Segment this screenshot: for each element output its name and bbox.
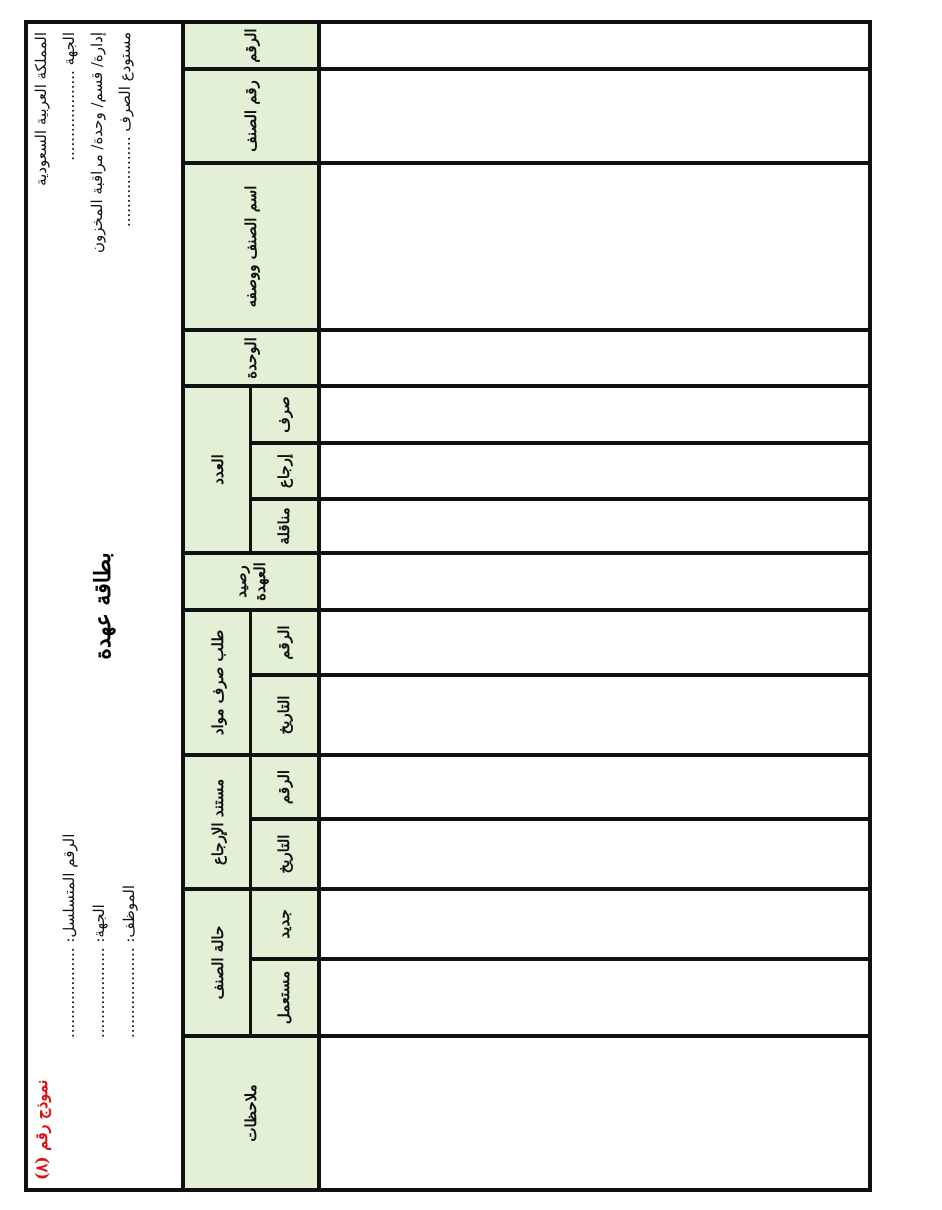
body-cell-number[interactable] (321, 24, 868, 71)
page-title: بطاقة عهدة (90, 552, 116, 660)
return-subheader-divider (249, 757, 252, 891)
col-return-date: التاريخ (251, 821, 317, 891)
department-label: إدارة/ قسم/ وحدة/ مراقبة المخزون (88, 32, 106, 253)
serial-label: الرقم المتسلسل: (60, 833, 78, 943)
condition-subheader-divider (249, 891, 252, 1038)
side-entity-label: الجهة: (90, 904, 108, 943)
body-cell-custody-balance[interactable] (321, 555, 868, 612)
body-cell-condition-used[interactable] (321, 961, 868, 1038)
body-cell-return-date[interactable] (321, 821, 868, 891)
serial-line (60, 834, 78, 1038)
col-condition-used: مستعمل (251, 961, 317, 1038)
col-request-header: طلب صرف مواد (185, 612, 251, 757)
col-count-return: إرجاع (251, 445, 317, 501)
custody-table (181, 24, 868, 1188)
col-custody-balance-header: رصيد العهدة (185, 555, 317, 612)
col-number-header: الرقم (185, 24, 317, 71)
warehouse-dots: ................... (116, 136, 134, 228)
count-subheader-divider (249, 388, 252, 555)
body-cell-item-name[interactable] (321, 165, 868, 332)
col-notes-header: ملاحظات (185, 1038, 317, 1188)
employee-line (120, 885, 138, 1038)
form-header (28, 24, 181, 1188)
employee-dots: ................... (120, 947, 138, 1038)
col-condition-new: جديد (251, 891, 317, 961)
body-cell-count-issue[interactable] (321, 388, 868, 445)
employee-label: الموظف: (120, 884, 138, 943)
body-cell-request-date[interactable] (321, 677, 868, 757)
kingdom-label: المملكة العربية السعودية (32, 32, 50, 186)
side-entity-dots: ................... (90, 947, 108, 1038)
col-request-date: التاريخ (251, 677, 317, 757)
body-cell-request-number[interactable] (321, 612, 868, 677)
body-cell-count-return[interactable] (321, 445, 868, 501)
warehouse-label: مستودع الصرف (116, 32, 134, 132)
form-number: نموذج رقم (٨) (32, 1079, 51, 1180)
entity-line (60, 32, 78, 161)
col-return-number: الرقم (251, 757, 317, 821)
body-cell-count-transfer[interactable] (321, 501, 868, 555)
serial-dots: ................... (60, 947, 78, 1038)
body-cell-item-number[interactable] (321, 71, 868, 165)
body-cell-notes[interactable] (321, 1038, 868, 1188)
body-cell-condition-new[interactable] (321, 891, 868, 961)
body-cell-unit[interactable] (321, 332, 868, 388)
side-entity-line (90, 904, 108, 1038)
col-item-name-header: اسم الصنف ووصفه (185, 165, 317, 332)
col-count-issue: صرف (251, 388, 317, 445)
col-return-doc-header: مستند الإرجاع (185, 757, 251, 891)
col-item-number-header: رقم الصنف (185, 71, 317, 165)
custody-card-frame (24, 20, 872, 1192)
entity-label: الجهة (60, 32, 78, 66)
col-request-number: الرقم (251, 612, 317, 677)
entity-dots: ................... (60, 70, 78, 161)
col-count-transfer: مناقلة (251, 501, 317, 555)
body-cell-return-number[interactable] (321, 757, 868, 821)
col-unit-header: الوحدة (185, 332, 317, 388)
request-subheader-divider (249, 612, 252, 757)
col-condition-header: حالة الصنف (185, 891, 251, 1038)
warehouse-line (116, 32, 134, 227)
col-count-header: العدد (185, 388, 251, 555)
